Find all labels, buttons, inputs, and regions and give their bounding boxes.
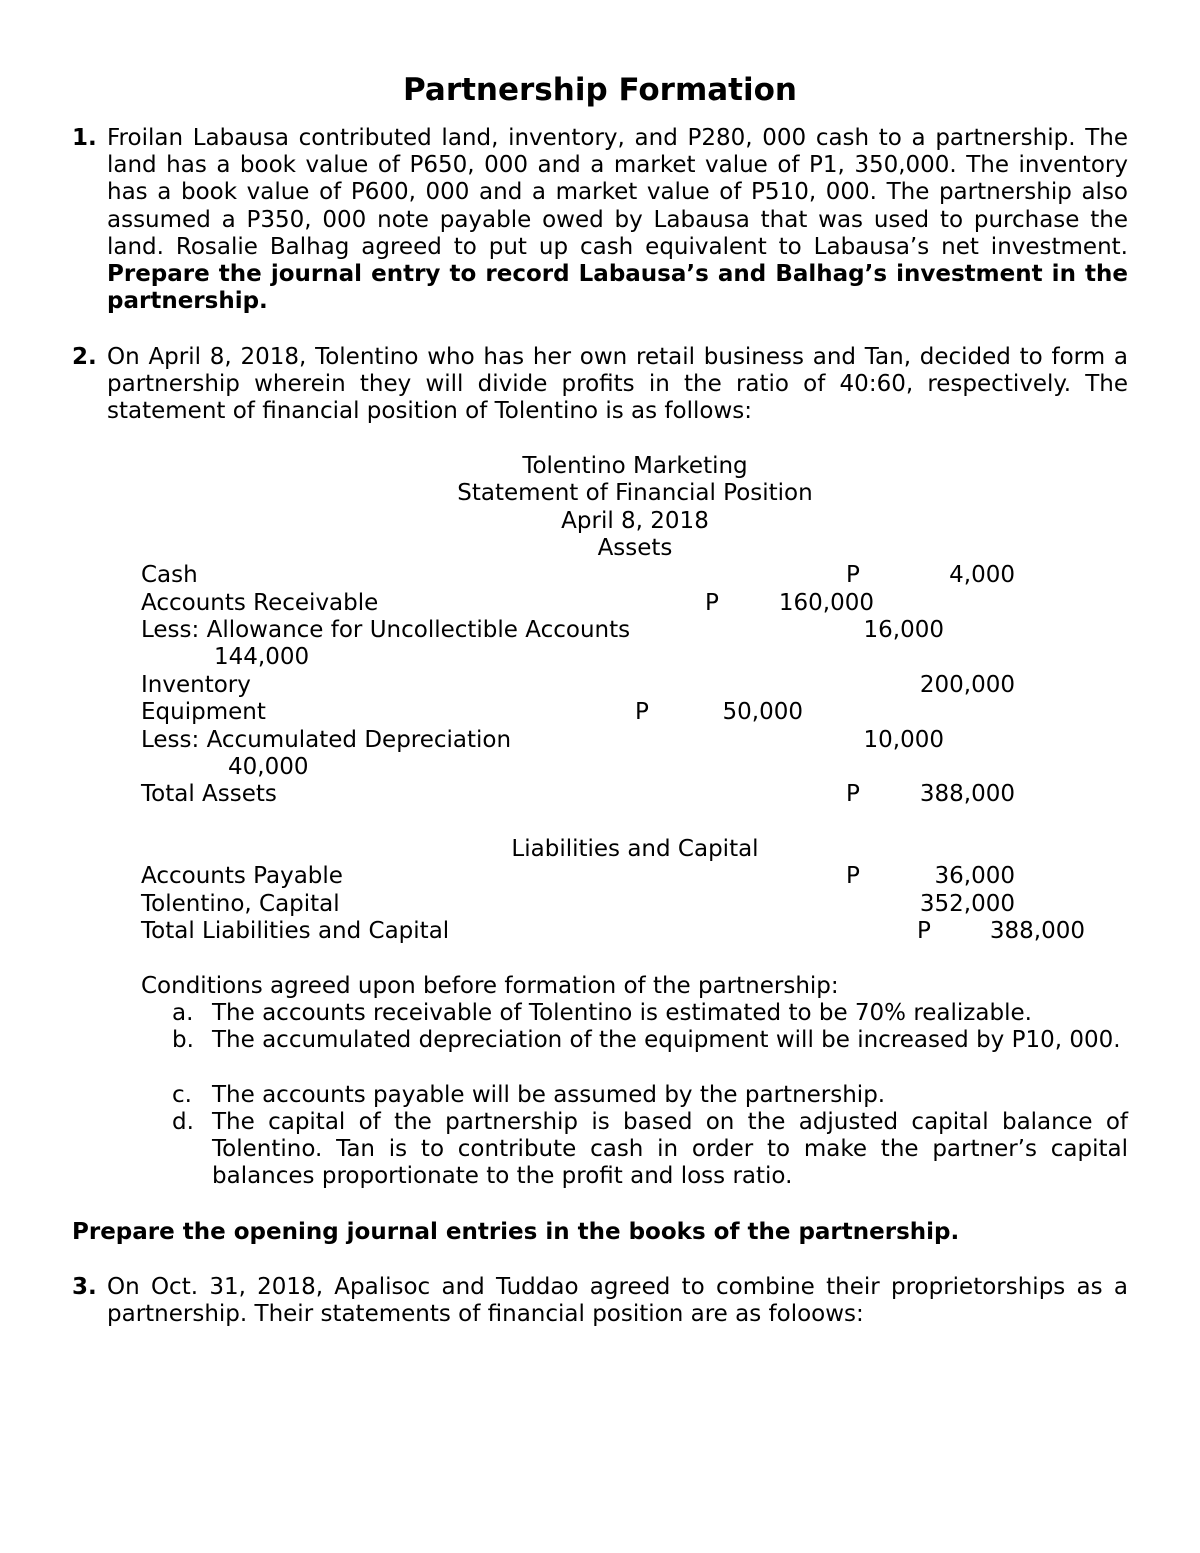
ar-p: P [705, 590, 719, 616]
cash-p: P [846, 562, 860, 588]
ar-label: Accounts Receivable [141, 590, 379, 616]
question-2-instruction: Prepare the opening journal entries in the books of the partnership. [72, 1219, 960, 1245]
question-3-number: 3. [72, 1274, 97, 1300]
condition-letter: d. [172, 1109, 194, 1135]
condition-item [172, 1109, 1128, 1191]
ap-p: P [846, 863, 860, 889]
condition-letter: a. [172, 1000, 194, 1026]
condition-letter: c. [172, 1082, 192, 1108]
ap-label: Accounts Payable [141, 863, 343, 889]
cash-value: 4,000 [949, 562, 1015, 588]
total-lc-value: 388,000 [989, 918, 1085, 944]
equipment-label: Equipment [141, 699, 266, 725]
allowance-label: Less: Allowance for Uncollectible Accounts [141, 617, 631, 643]
question-2 [72, 344, 1128, 426]
liabilities-heading: Liabilities and Capital [511, 836, 759, 862]
conditions-heading: Conditions agreed upon before formation of the partnership: [141, 973, 839, 999]
acc-dep-label: Less: Accumulated Depreciation [141, 727, 512, 753]
question-1-text: Froilan Labausa contributed land, inventory, and P280, 000 cash to a partnership. The land has a book value of P650, 000 and a market value of P1, 350,000. The inventory has a book value of P600, 000 and a market value of P510, 000. The partnership also assumed a P350, 000 note payable owed by Labausa that was used to purchase the land. Rosalie Balhag agreed to put up cash equivalent to Labausa’s net investment. [107, 125, 1128, 260]
allowance-value: 16,000 [863, 617, 944, 643]
question-2-number: 2. [72, 344, 97, 370]
question-1-number: 1. [72, 125, 97, 151]
assets-heading: Assets [597, 535, 673, 561]
condition-item [172, 1027, 1128, 1054]
condition-item [172, 1000, 1128, 1027]
net-equipment-value: 40,000 [228, 754, 309, 780]
page-title: Partnership Formation [403, 72, 797, 108]
question-3-text: On Oct. 31, 2018, Apalisoc and Tuddao agreed to combine their proprietorships as a partnership. Their statements of financial position are as foloows: [107, 1274, 1128, 1328]
net-ar-value: 144,000 [214, 644, 310, 670]
capital-label: Tolentino, Capital [141, 891, 340, 917]
statement-date: April 8, 2018 [561, 508, 709, 534]
equipment-value: 50,000 [722, 699, 803, 725]
total-lc-p: P [917, 918, 931, 944]
condition-text: The capital of the partnership is based on the adjusted capital balance of Tolentino. Tan is to contribute cash in order to make the partner’s capital balances proportionate to the profit and loss ratio. [212, 1109, 1128, 1190]
statement-name: Statement of Financial Position [457, 480, 813, 506]
total-assets-value: 388,000 [919, 781, 1015, 807]
ap-value: 36,000 [934, 863, 1015, 889]
question-1 [72, 125, 1128, 315]
condition-letter: b. [172, 1027, 194, 1053]
inventory-value: 200,000 [919, 672, 1015, 698]
capital-value: 352,000 [919, 891, 1015, 917]
condition-text: The accounts payable will be assumed by the partnership. [212, 1082, 886, 1108]
total-assets-label: Total Assets [141, 781, 277, 807]
question-1-instruction: Prepare the journal entry to record Labausa’s and Balhag’s investment in the partnership. [107, 261, 1128, 315]
ar-value: 160,000 [778, 590, 874, 616]
cash-label: Cash [141, 562, 198, 588]
total-lc-label: Total Liabilities and Capital [141, 918, 450, 944]
inventory-label: Inventory [141, 672, 251, 698]
condition-text: The accounts receivable of Tolentino is estimated to be 70% realizable. [212, 1000, 1032, 1026]
condition-item [172, 1082, 1128, 1109]
total-assets-p: P [846, 781, 860, 807]
statement-company: Tolentino Marketing [522, 453, 748, 479]
acc-dep-value: 10,000 [863, 727, 944, 753]
question-2-text: On April 8, 2018, Tolentino who has her own retail business and Tan, decided to form a partnership wherein they will divide profits in the ratio of 40:60, respectively. The statement of financial position of Tolentino is as follows: [107, 344, 1128, 425]
condition-text: The accumulated depreciation of the equipment will be increased by P10, 000. [212, 1027, 1121, 1053]
equipment-p: P [635, 699, 649, 725]
question-3 [72, 1274, 1128, 1328]
